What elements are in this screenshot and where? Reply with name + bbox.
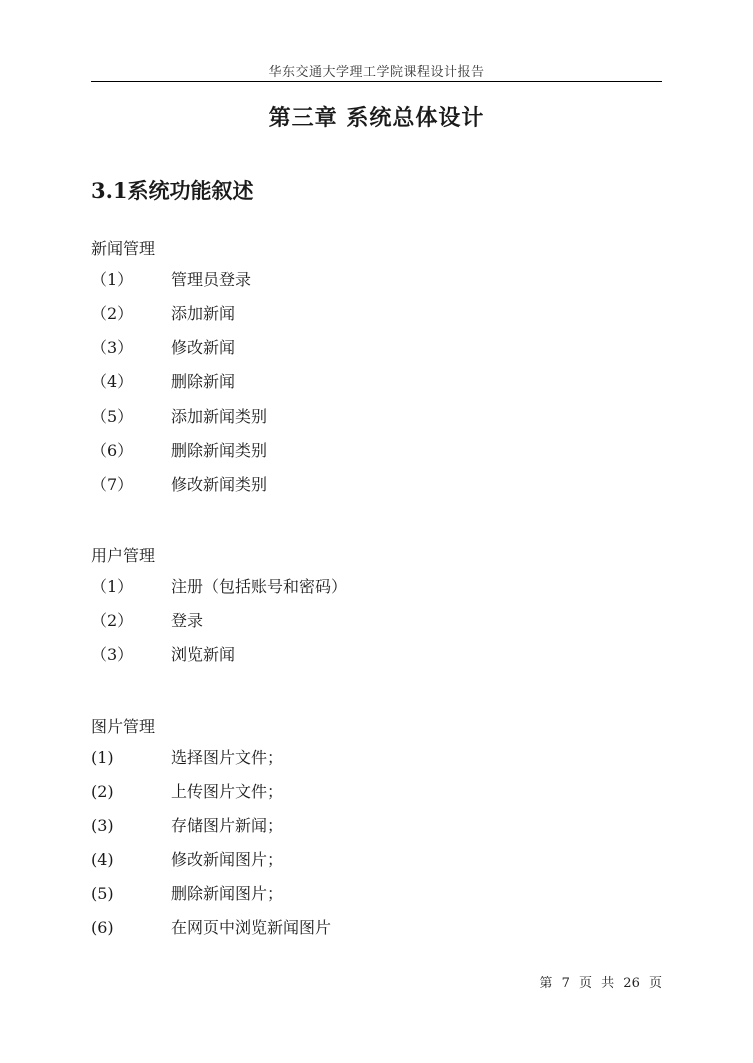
footer-page-label: 第: [539, 976, 553, 991]
item-text: 在网页中浏览新闻图片: [171, 918, 332, 937]
group-title-users: 用户管理: [91, 546, 156, 565]
item-number: （4）: [91, 372, 134, 391]
item-number: （6）: [91, 441, 134, 460]
item-number: (6): [91, 918, 114, 937]
page-footer: [539, 972, 662, 991]
item-number: （3）: [91, 338, 134, 357]
item-number: （1）: [91, 270, 134, 289]
item-text: 删除新闻图片；: [171, 884, 284, 903]
chapter-title: 第三章 系统总体设计: [268, 105, 485, 131]
item-text: 选择图片文件；: [171, 748, 284, 767]
item-text: 上传图片文件；: [171, 782, 284, 801]
section-heading: 3.1系统功能叙述: [91, 178, 254, 203]
item-number: (2): [91, 782, 114, 801]
item-text: 管理员登录: [171, 270, 252, 289]
item-number: （2）: [91, 611, 134, 630]
item-number: （2）: [91, 304, 134, 323]
footer-total-label: 共: [601, 976, 615, 991]
group-title-news: 新闻管理: [91, 239, 156, 258]
item-text: 浏览新闻: [171, 645, 236, 664]
footer-page-number: 7: [561, 976, 570, 991]
item-text: 添加新闻类别: [171, 407, 268, 426]
footer-page-unit: 页: [578, 976, 592, 991]
item-number: （5）: [91, 407, 134, 426]
footer-total-unit: 页: [648, 976, 662, 991]
running-header: 华东交通大学理工学院课程设计报告: [268, 65, 485, 80]
footer-total-pages: 26: [623, 976, 640, 991]
item-text: 修改新闻图片；: [171, 850, 284, 869]
item-number: （3）: [91, 645, 134, 664]
item-text: 修改新闻类别: [171, 475, 268, 494]
item-text: 存储图片新闻；: [171, 816, 284, 835]
item-text: 添加新闻: [171, 304, 236, 323]
item-text: 登录: [171, 611, 204, 630]
header-rule: [91, 81, 662, 82]
item-text: 注册（包括账号和密码）: [171, 577, 348, 596]
item-text: 删除新闻类别: [171, 441, 268, 460]
item-number: （7）: [91, 475, 134, 494]
item-number: (4): [91, 850, 114, 869]
item-number: （1）: [91, 577, 134, 596]
item-text: 删除新闻: [171, 372, 236, 391]
item-number: (1): [91, 748, 114, 767]
group-title-images: 图片管理: [91, 717, 156, 736]
item-number: (5): [91, 884, 114, 903]
item-text: 修改新闻: [171, 338, 236, 357]
item-number: (3): [91, 816, 114, 835]
